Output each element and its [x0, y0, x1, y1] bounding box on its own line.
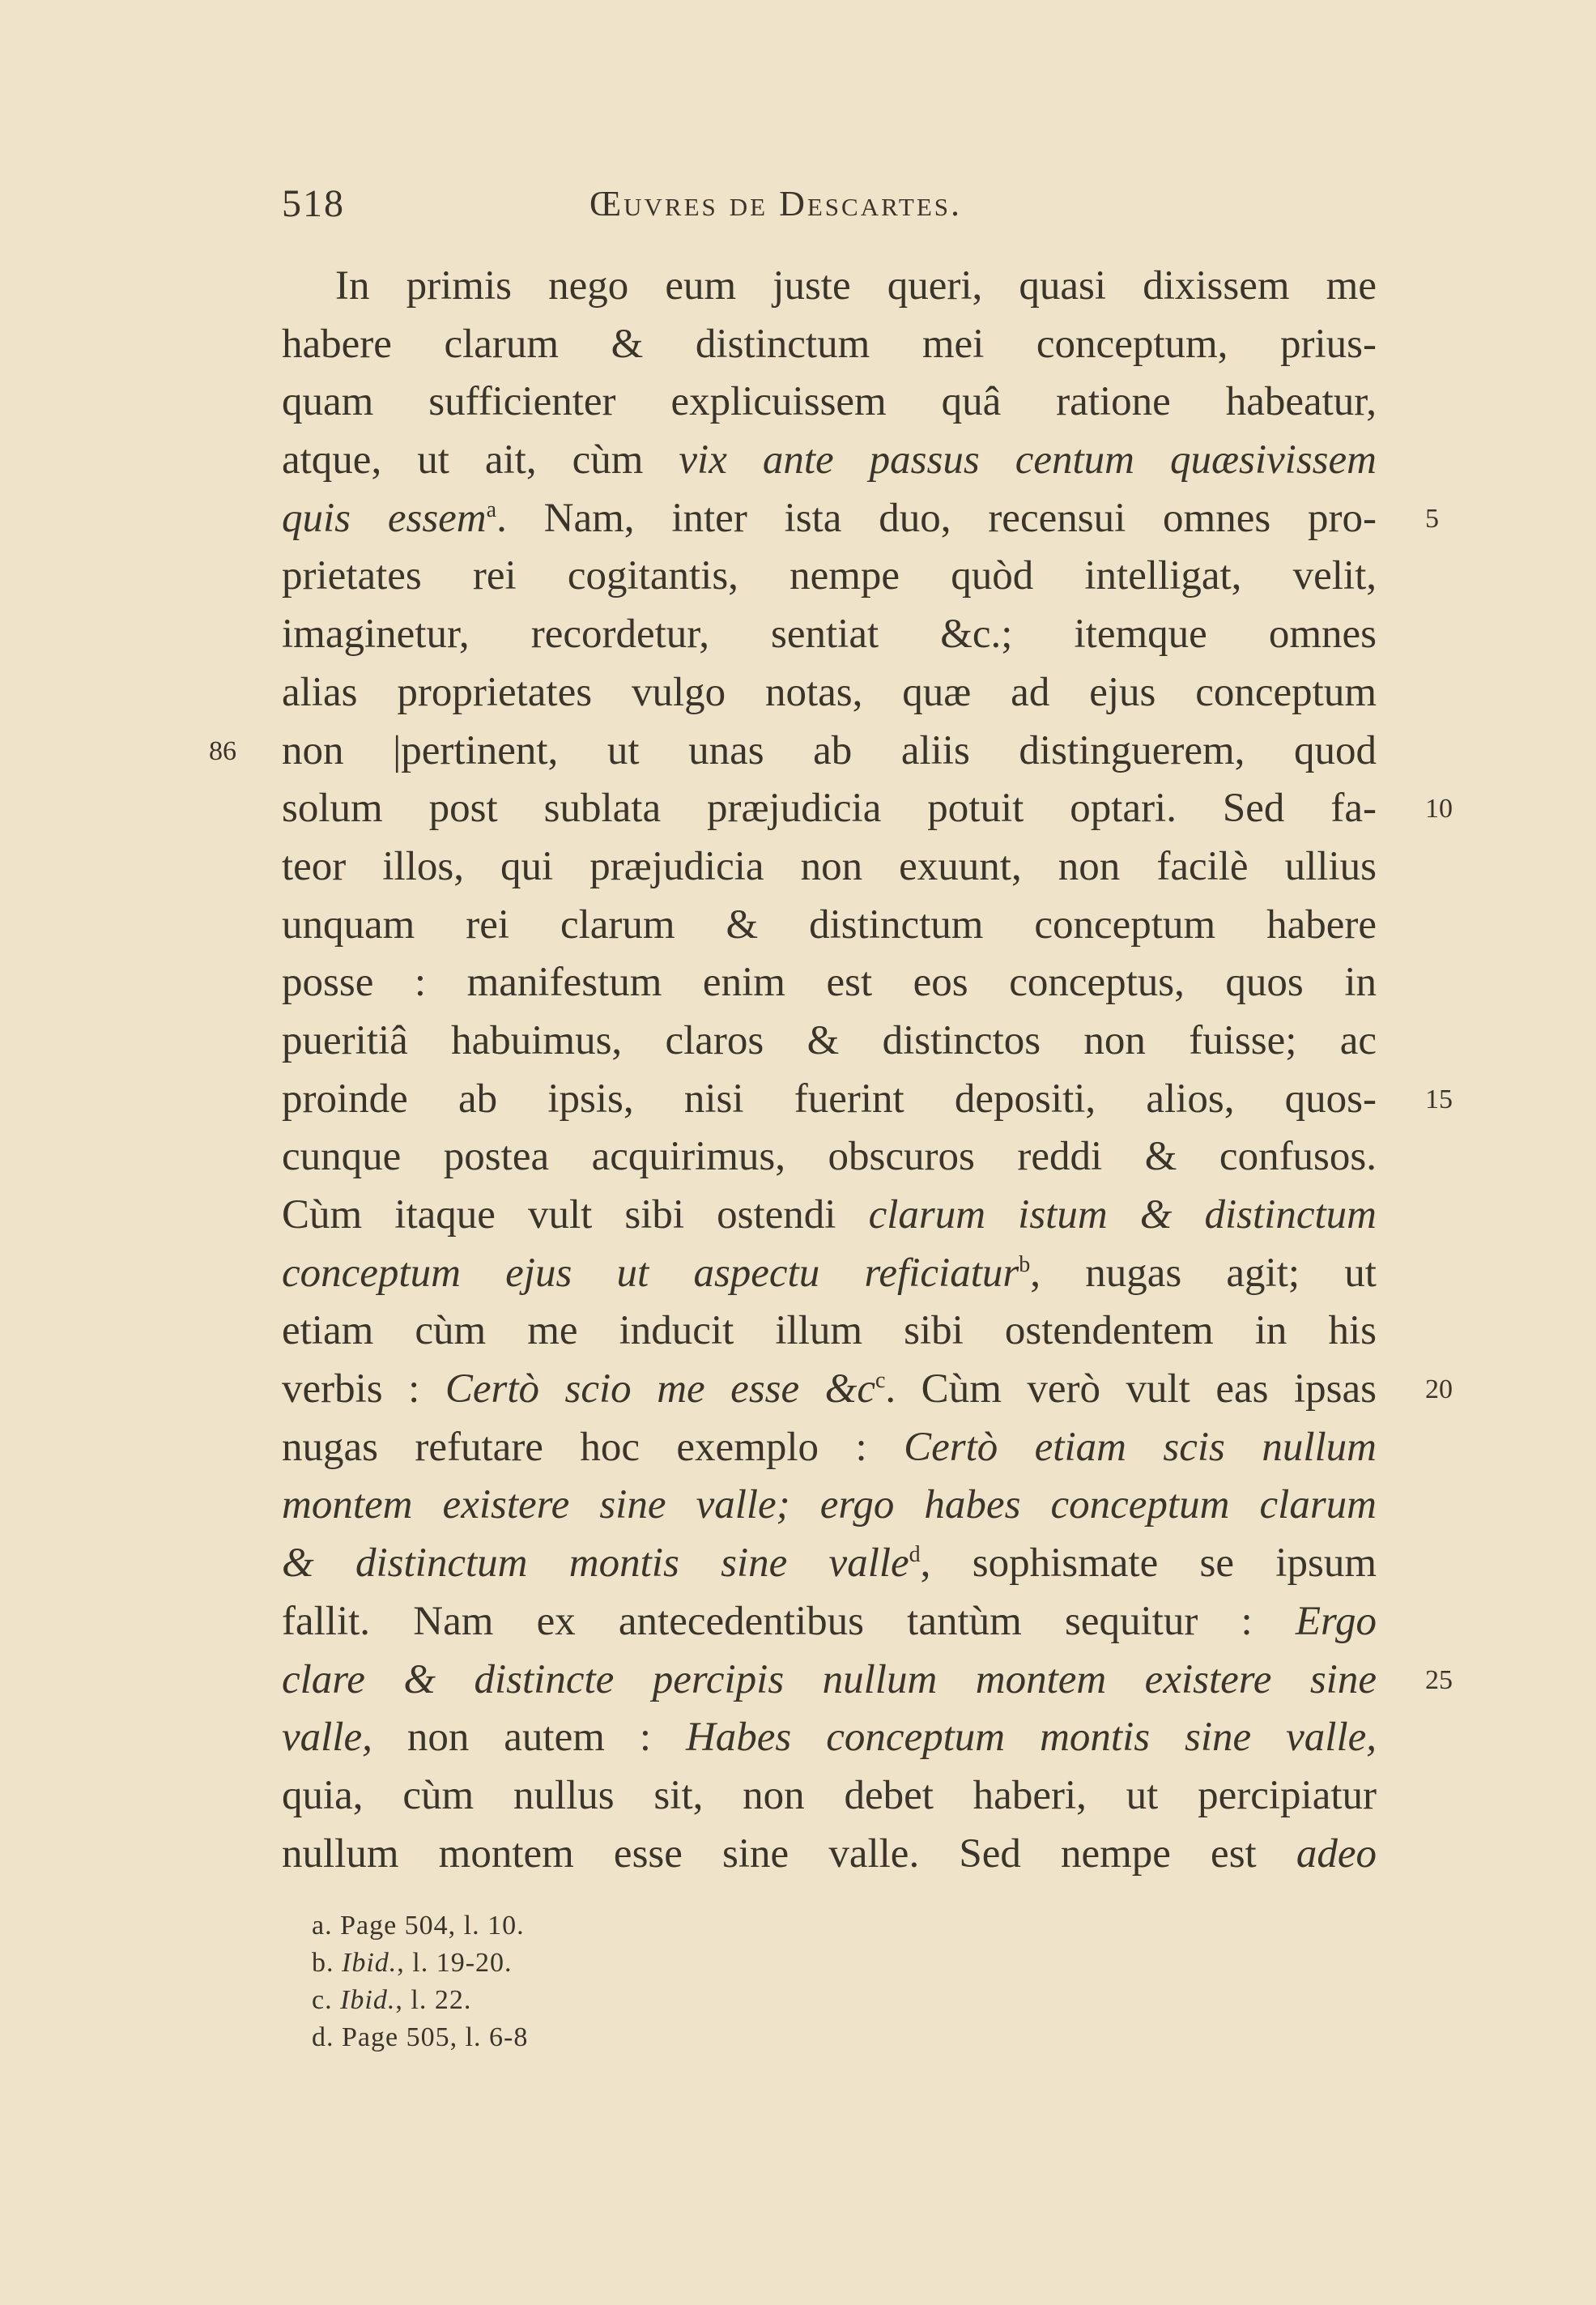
text-segment: alias proprietates vulgo notas, quæ ad ejus conceptum — [282, 669, 1377, 715]
text-segment: habere clarum & distinctum mei conceptum, prius- — [282, 321, 1377, 367]
text-segment: imaginetur, recordetur, sentiat &c.; itemque omnes — [282, 611, 1377, 658]
text-segment: non autem : — [372, 1715, 686, 1761]
text-segment: d. Page 505, l. 6-8 — [312, 2022, 529, 2052]
footnote-marker: a — [486, 496, 497, 522]
text-segment: etiam cùm me inducit illum sibi ostendentem in his — [282, 1308, 1377, 1354]
text-segment: c. — [312, 1985, 341, 2015]
line-number: 20 — [1425, 1374, 1453, 1405]
text-line — [282, 897, 1377, 955]
text-segment: non |pertinent, ut unas ab aliis distinguerem, quod — [282, 727, 1377, 773]
footnote — [312, 1982, 1041, 2019]
text-segment: fallit. Nam ex antecedentibus tantùm sequitur : — [282, 1598, 1296, 1644]
text-line — [282, 1187, 1377, 1245]
text-line — [282, 722, 1377, 781]
text-segment: . Nam, inter ista duo, recensui omnes pro- — [496, 495, 1377, 541]
text-segment: nugas refutare hoc exemplo : — [282, 1424, 904, 1470]
line-number: 10 — [1425, 794, 1453, 824]
text-segment: quia, cùm nullus sit, non debet haberi, ut percipiatur — [282, 1772, 1377, 1818]
text-segment: unquam rei clarum & distinctum conceptum habere — [282, 901, 1377, 948]
text-line — [282, 373, 1377, 432]
page-header — [282, 180, 1377, 228]
text-segment: , l. 19-20. — [397, 1948, 513, 1978]
text-line — [282, 1767, 1377, 1826]
text-segment: quis essem — [282, 495, 487, 541]
text-line — [282, 1419, 1377, 1477]
text-segment: solum post sublata præjudicia potuit optari. Sed fa- — [282, 786, 1377, 832]
margin-page-reference: 86 — [209, 735, 236, 766]
footnotes — [312, 1907, 1041, 2056]
running-title: Œuvres de Descartes. — [589, 184, 963, 224]
text-line — [282, 1128, 1377, 1187]
text-segment: pueritiâ habuimus, claros & distinctos non fuisse; ac — [282, 1017, 1377, 1063]
text-line — [282, 954, 1377, 1012]
text-line — [282, 1651, 1377, 1710]
text-line — [282, 664, 1377, 722]
body-text — [282, 258, 1377, 1883]
text-line — [282, 1709, 1377, 1767]
text-segment: proinde ab ipsis, nisi fuerint depositi, alios, quos- — [282, 1076, 1377, 1122]
text-segment: valle, — [282, 1715, 372, 1761]
text-line — [282, 606, 1377, 664]
footnote-marker: b — [1019, 1251, 1031, 1277]
text-segment: b. — [312, 1948, 342, 1978]
line-number: 5 — [1425, 503, 1439, 534]
text-line — [282, 547, 1377, 606]
line-number: 15 — [1425, 1084, 1453, 1114]
text-segment: Ibid. — [340, 1985, 396, 2015]
footnote — [312, 1945, 1041, 1982]
text-line — [282, 1245, 1377, 1303]
text-segment: Certò scio me esse &c — [445, 1366, 875, 1412]
text-line — [282, 1535, 1377, 1593]
text-segment: cunque postea acquirimus, obscuros reddi & confusos. — [282, 1134, 1377, 1180]
text-segment: conceptum ejus ut aspectu reficiatur — [282, 1250, 1019, 1296]
text-line — [282, 838, 1377, 897]
text-segment: clarum istum & distinctum — [868, 1192, 1377, 1238]
text-segment: Cùm itaque vult sibi ostendi — [282, 1192, 869, 1238]
text-line — [282, 432, 1377, 490]
text-line — [282, 1302, 1377, 1361]
text-segment: Certò etiam scis nullum — [904, 1424, 1377, 1470]
text-line — [282, 1826, 1377, 1884]
text-segment: , sophismate se ipsum — [920, 1540, 1377, 1587]
text-segment: Ibid. — [342, 1948, 398, 1978]
text-line — [282, 1071, 1377, 1129]
text-segment: quam sufficienter explicuissem quâ ratione habeatur, — [282, 379, 1377, 425]
text-segment: , l. 22. — [395, 1985, 472, 2015]
text-segment: & distinctum montis sine valle — [282, 1540, 909, 1587]
text-segment: adeo — [1296, 1830, 1377, 1877]
text-line — [282, 1012, 1377, 1071]
footnote — [312, 2019, 1041, 2056]
footnote-marker: d — [909, 1542, 921, 1568]
text-segment: teor illos, qui præjudicia non exuunt, non facilè ullius — [282, 843, 1377, 889]
text-line — [282, 490, 1377, 548]
text-segment: , nugas agit; ut — [1030, 1250, 1377, 1296]
text-segment: montem existere sine valle; ergo habes conceptum clarum — [282, 1482, 1377, 1528]
text-segment: . Cùm verò vult eas ipsas — [885, 1366, 1377, 1412]
footnote-marker: c — [875, 1368, 886, 1394]
text-segment: a. Page 504, l. 10. — [312, 1911, 525, 1941]
text-line — [282, 1361, 1377, 1419]
text-segment: In primis nego eum juste queri, quasi dixissem me — [335, 263, 1377, 309]
text-line — [282, 780, 1377, 838]
text-segment: Ergo — [1295, 1598, 1377, 1644]
line-number: 25 — [1425, 1664, 1453, 1695]
text-line — [282, 316, 1377, 374]
text-segment: Habes conceptum montis sine valle, — [685, 1715, 1377, 1761]
text-segment: vix ante passus centum quæsivissem — [679, 437, 1377, 484]
text-segment: nullum montem esse sine valle. Sed nempe est — [282, 1830, 1296, 1877]
text-segment: posse : manifestum enim est eos conceptus, quos in — [282, 960, 1377, 1006]
page-number: 518 — [282, 182, 345, 225]
text-line — [282, 258, 1377, 316]
text-segment: atque, ut ait, cùm — [282, 437, 679, 484]
text-line — [282, 1593, 1377, 1651]
text-segment: verbis : — [282, 1366, 445, 1412]
text-segment: clare & distincte percipis nullum montem existere sine — [282, 1656, 1377, 1702]
text-line — [282, 1476, 1377, 1535]
footnote — [312, 1907, 1041, 1945]
text-segment: prietates rei cogitantis, nempe quòd intelligat, velit, — [282, 553, 1377, 599]
